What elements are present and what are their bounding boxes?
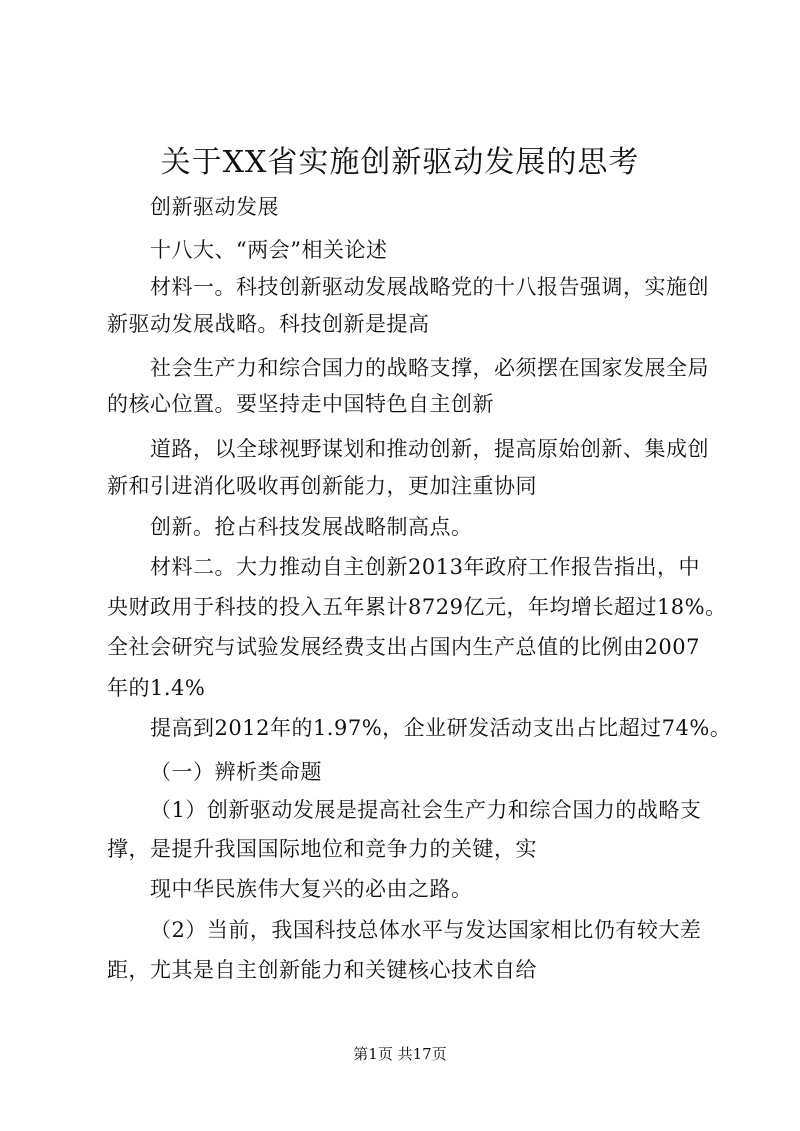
- text-line: 创新。抢占科技发展战略制高点。: [150, 515, 473, 539]
- text-line: 提高到2012年的1.97%，企业研发活动支出占比超过74%。: [150, 716, 732, 740]
- text-line: 撑，是提升我国国际地位和竞争力的关键，实: [107, 837, 537, 861]
- text-line: 新和引进消化吸收再创新能力，更加注重协同: [107, 474, 537, 498]
- text-line: 材料一。科技创新驱动发展战略党的十八报告强调，实施创: [150, 275, 709, 299]
- text-line: （一）辨析类命题: [150, 760, 322, 784]
- text-line: 社会生产力和综合国力的战略支撑，必须摆在国家发展全局: [150, 356, 709, 380]
- text-line: 现中华民族伟大复兴的必由之路。: [150, 877, 473, 901]
- text-line: 年的1.4%: [107, 676, 206, 700]
- text-line: 创新驱动发展: [150, 195, 279, 219]
- text-line: （1）创新驱动发展是提高社会生产力和综合国力的战略支: [150, 798, 702, 822]
- text-line: 新驱动发展战略。科技创新是提高: [107, 312, 430, 336]
- text-line: 央财政用于科技的投入五年累计8729亿元，年均增长超过18%。: [107, 595, 727, 619]
- text-line: （2）当前，我国科技总体水平与发达国家相比仍有较大差: [150, 918, 702, 942]
- text-line: 全社会研究与试验发展经费支出占国内生产总值的比例由2007: [107, 635, 700, 659]
- text-line: 的核心位置。要坚持走中国特色自主创新: [107, 392, 494, 416]
- document-title: 关于XX省实施创新驱动发展的思考: [160, 145, 640, 180]
- text-line: 材料二。大力推动自主创新2013年政府工作报告指出，中: [150, 555, 700, 579]
- text-line: 距，尤其是自主创新能力和关键核心技术自给: [107, 958, 537, 982]
- text-line: 十八大、“两会”相关论述: [150, 238, 388, 262]
- page-footer: 第1页 共17页: [353, 1045, 447, 1063]
- text-line: 道路，以全球视野谋划和推动创新，提高原始创新、集成创: [150, 437, 709, 461]
